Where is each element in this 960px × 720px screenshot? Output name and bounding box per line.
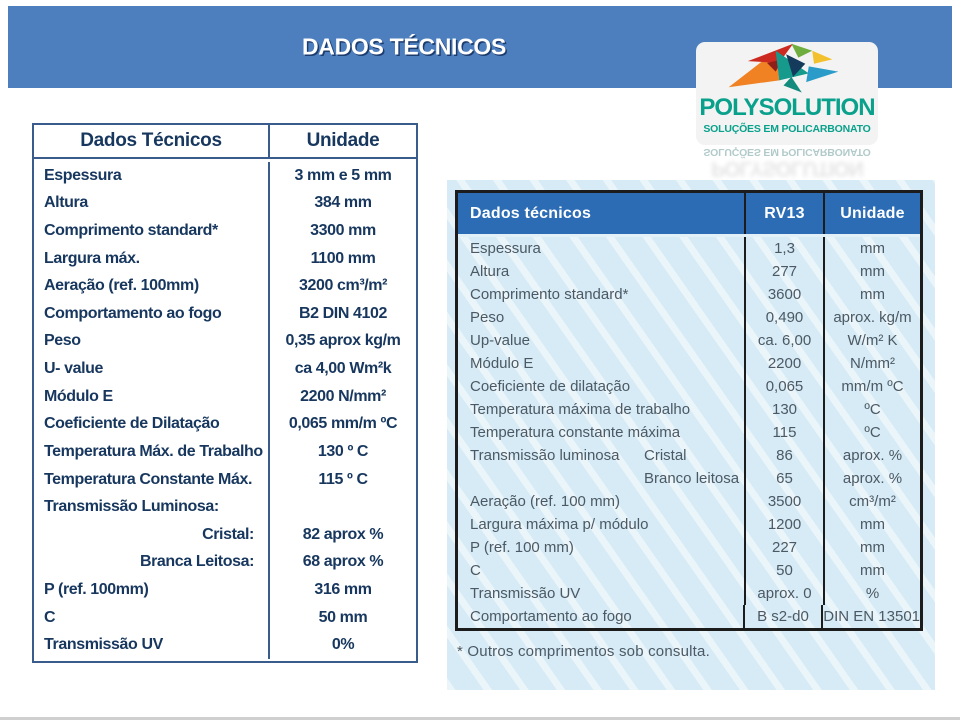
spec-label-sub: Cristal: [644, 447, 687, 464]
spec-label: [458, 283, 746, 306]
spec-label: [458, 559, 746, 582]
spec-label: Temperatura Máx. de Trabalho: [34, 438, 270, 466]
table-row: [458, 237, 920, 260]
spec-unit: DIN EN 13501: [823, 608, 920, 625]
spec-label: [458, 375, 746, 398]
table-row: [458, 582, 920, 605]
table-row: [34, 162, 416, 190]
logo-wordmark-reflection: POLYSOLUTION: [711, 157, 863, 180]
spec-unit: mm: [860, 240, 885, 257]
left-table-body: [34, 159, 416, 661]
spec-value: 384 mm: [314, 194, 372, 212]
spec-label-main: Largura máxima p/ módulo: [470, 516, 649, 533]
spec-label-main: Up-value: [470, 332, 531, 349]
logo-tagline: SOLUÇÕES EM POLICARBONATO: [703, 123, 871, 135]
spec-label: Módulo E: [34, 383, 270, 411]
spec-label: [458, 421, 746, 444]
spec-value: 1100 mm: [310, 249, 376, 267]
spec-unit: mm: [860, 286, 885, 303]
spec-label: [458, 329, 746, 352]
spec-label: [458, 352, 746, 375]
table-row: [458, 513, 920, 536]
spec-label-sub: Branco leitosa: [644, 470, 740, 487]
spec-label: [458, 237, 746, 260]
spec-value: B2 DIN 4102: [298, 304, 388, 322]
spec-unit: aprox. %: [842, 447, 903, 464]
table-row: [458, 490, 920, 513]
spec-label: Coeficiente de Dilatação: [34, 410, 270, 438]
spec-label: [458, 582, 746, 605]
spec-label: P (ref. 100mm): [34, 576, 270, 604]
spec-value: 316 mm: [314, 580, 372, 598]
spec-value: 0,35 aprox kg/m: [285, 332, 401, 350]
spec-value: [270, 493, 416, 521]
spec-value: aprox. 0: [746, 582, 825, 605]
table-row: [458, 467, 920, 490]
table-row: [458, 559, 920, 582]
spec-label-main: Temperatura constante máxima: [470, 424, 681, 441]
spec-label: C: [34, 604, 270, 632]
right-table-panel: [447, 180, 935, 690]
table-row: [34, 300, 416, 328]
spec-label-main: Comportamento ao fogo: [470, 608, 632, 625]
spec-label: Peso: [34, 328, 270, 356]
table-row: [34, 328, 416, 356]
spec-unit: ºC: [864, 401, 881, 418]
table-row: [34, 438, 416, 466]
spec-value: 3600: [746, 283, 825, 306]
spec-label: [458, 490, 746, 513]
right-table-header-dados-tecnicos: Dados técnicos: [458, 193, 746, 234]
spec-unit: W/m² K: [847, 332, 898, 349]
spec-value: 0,065: [746, 375, 825, 398]
spec-label-main: Transmissão UV: [470, 585, 581, 602]
spec-label-main: C: [470, 562, 481, 579]
left-table-header-unidade: Unidade: [306, 130, 380, 151]
spec-label: [458, 398, 746, 421]
table-row: [458, 444, 920, 467]
table-row: [34, 631, 416, 659]
spec-value: 0%: [331, 636, 355, 654]
spec-value: 1,3: [746, 237, 825, 260]
spec-label-main: Peso: [470, 309, 505, 326]
spec-label-main: Comprimento standard*: [470, 286, 629, 303]
spec-value: 130: [746, 398, 825, 421]
spec-label: [458, 513, 746, 536]
spec-label: Altura: [34, 190, 270, 218]
table-row: [34, 272, 416, 300]
spec-label: Comportamento ao fogo: [34, 300, 270, 328]
table-row: [34, 576, 416, 604]
table-row: [34, 217, 416, 245]
spec-label: Espessura: [34, 162, 270, 190]
logo-wordmark: POLYSOLUTION: [699, 94, 875, 121]
spec-unit: mm/m ºC: [841, 378, 904, 395]
spec-label-main: Coeficiente de dilatação: [470, 378, 631, 395]
spec-label: [458, 306, 746, 329]
right-table-header-row: [458, 193, 920, 237]
page-title: DADOS TÉCNICOS: [301, 33, 507, 60]
spec-value: 0,065 mm/m ºC: [288, 415, 398, 433]
spec-label-main: P (ref. 100 mm): [470, 539, 574, 556]
table-row: [458, 329, 920, 352]
spec-unit: cm³/m²: [849, 493, 896, 510]
table-row: [34, 549, 416, 577]
spec-label: [458, 260, 746, 283]
spec-value: 130 º C: [317, 442, 369, 460]
spec-value: ca. 6,00: [746, 329, 825, 352]
spec-value: 1200: [746, 513, 825, 536]
spec-label-main: Temperatura máxima de trabalho: [470, 401, 691, 418]
right-table-body: [458, 237, 920, 628]
table-row: [458, 283, 920, 306]
table-row: [34, 355, 416, 383]
right-table-header-rv13: RV13: [746, 193, 825, 234]
table-row: [34, 604, 416, 632]
spec-unit: N/mm²: [850, 355, 895, 372]
spec-unit: aprox. kg/m: [833, 309, 912, 326]
spec-unit: ºC: [864, 424, 881, 441]
spec-label-main: Transmissão luminosa: [470, 447, 620, 464]
spec-value: 86: [746, 444, 825, 467]
spec-unit: aprox. %: [842, 470, 903, 487]
table-row: [34, 466, 416, 494]
table-row: [34, 410, 416, 438]
spec-label: Branca Leitosa:: [34, 549, 270, 577]
spec-label-main: Módulo E: [470, 355, 534, 372]
table-row: [34, 383, 416, 411]
spec-value: 3 mm e 5 mm: [294, 166, 392, 184]
spec-label-main: Espessura: [470, 240, 541, 257]
spec-label: Aeração (ref. 100mm): [34, 272, 270, 300]
table-row: [34, 245, 416, 273]
footnote: * Outros comprimentos sob consulta.: [457, 643, 710, 660]
logo-tagline-reflection: SOLUÇÕES EM POLICARBONATO: [703, 146, 871, 158]
spec-value: 2200 N/mm²: [300, 387, 386, 405]
spec-value: 115: [746, 421, 825, 444]
spec-value: 82 aprox %: [302, 525, 384, 543]
table-row: [458, 352, 920, 375]
spec-label-main: Altura: [470, 263, 510, 280]
spec-label: [458, 444, 746, 467]
table-row: [458, 536, 920, 559]
polysolution-logo: [696, 38, 878, 180]
spec-label: Comprimento standard*: [34, 217, 270, 245]
spec-label: Cristal:: [34, 521, 270, 549]
table-row: [458, 605, 920, 628]
table-row: [34, 493, 416, 521]
table-row: [458, 260, 920, 283]
table-row: [458, 398, 920, 421]
origami-bird-icon: [712, 42, 862, 96]
spec-unit: mm: [860, 516, 885, 533]
spec-label: Transmissão UV: [34, 631, 270, 659]
spec-value: 65: [746, 467, 825, 490]
spec-label: [458, 536, 746, 559]
spec-label: [458, 467, 746, 490]
left-table-header-row: [34, 125, 416, 159]
spec-label-main: Aeração (ref. 100 mm): [470, 493, 621, 510]
table-row: [34, 521, 416, 549]
spec-value: 2200: [746, 352, 825, 375]
spec-value: 68 aprox %: [302, 553, 384, 571]
logo-card: [696, 42, 878, 145]
spec-value: 50 mm: [318, 608, 368, 626]
spec-value: 3500: [746, 490, 825, 513]
spec-label: Temperatura Constante Máx.: [34, 466, 270, 494]
spec-label: U- value: [34, 355, 270, 383]
spec-value: 115 º C: [318, 470, 368, 488]
spec-unit: %: [865, 585, 880, 602]
table-row: [458, 375, 920, 398]
table-row: [458, 421, 920, 444]
spec-value: 0,490: [746, 306, 825, 329]
spec-label: Transmissão Luminosa:: [34, 493, 270, 521]
spec-value: 3200 cm³/m²: [298, 277, 388, 295]
table-row: [34, 190, 416, 218]
right-table: [455, 190, 923, 631]
left-table: [32, 123, 418, 663]
spec-value: ca 4,00 Wm²k: [294, 360, 392, 378]
left-table-header-dados-tecnicos: Dados Técnicos: [34, 125, 270, 157]
spec-value: 3300 mm: [310, 222, 376, 240]
spec-value: 227: [746, 536, 825, 559]
spec-value: B s2-d0: [745, 605, 824, 628]
right-table-header-unidade: Unidade: [840, 204, 905, 222]
spec-unit: mm: [860, 562, 885, 579]
table-row: [458, 306, 920, 329]
spec-value: 50: [746, 559, 825, 582]
spec-label: [458, 605, 745, 628]
spec-unit: mm: [860, 263, 885, 280]
spec-label: Largura máx.: [34, 245, 270, 273]
spec-value: 277: [746, 260, 825, 283]
spec-unit: mm: [860, 539, 885, 556]
